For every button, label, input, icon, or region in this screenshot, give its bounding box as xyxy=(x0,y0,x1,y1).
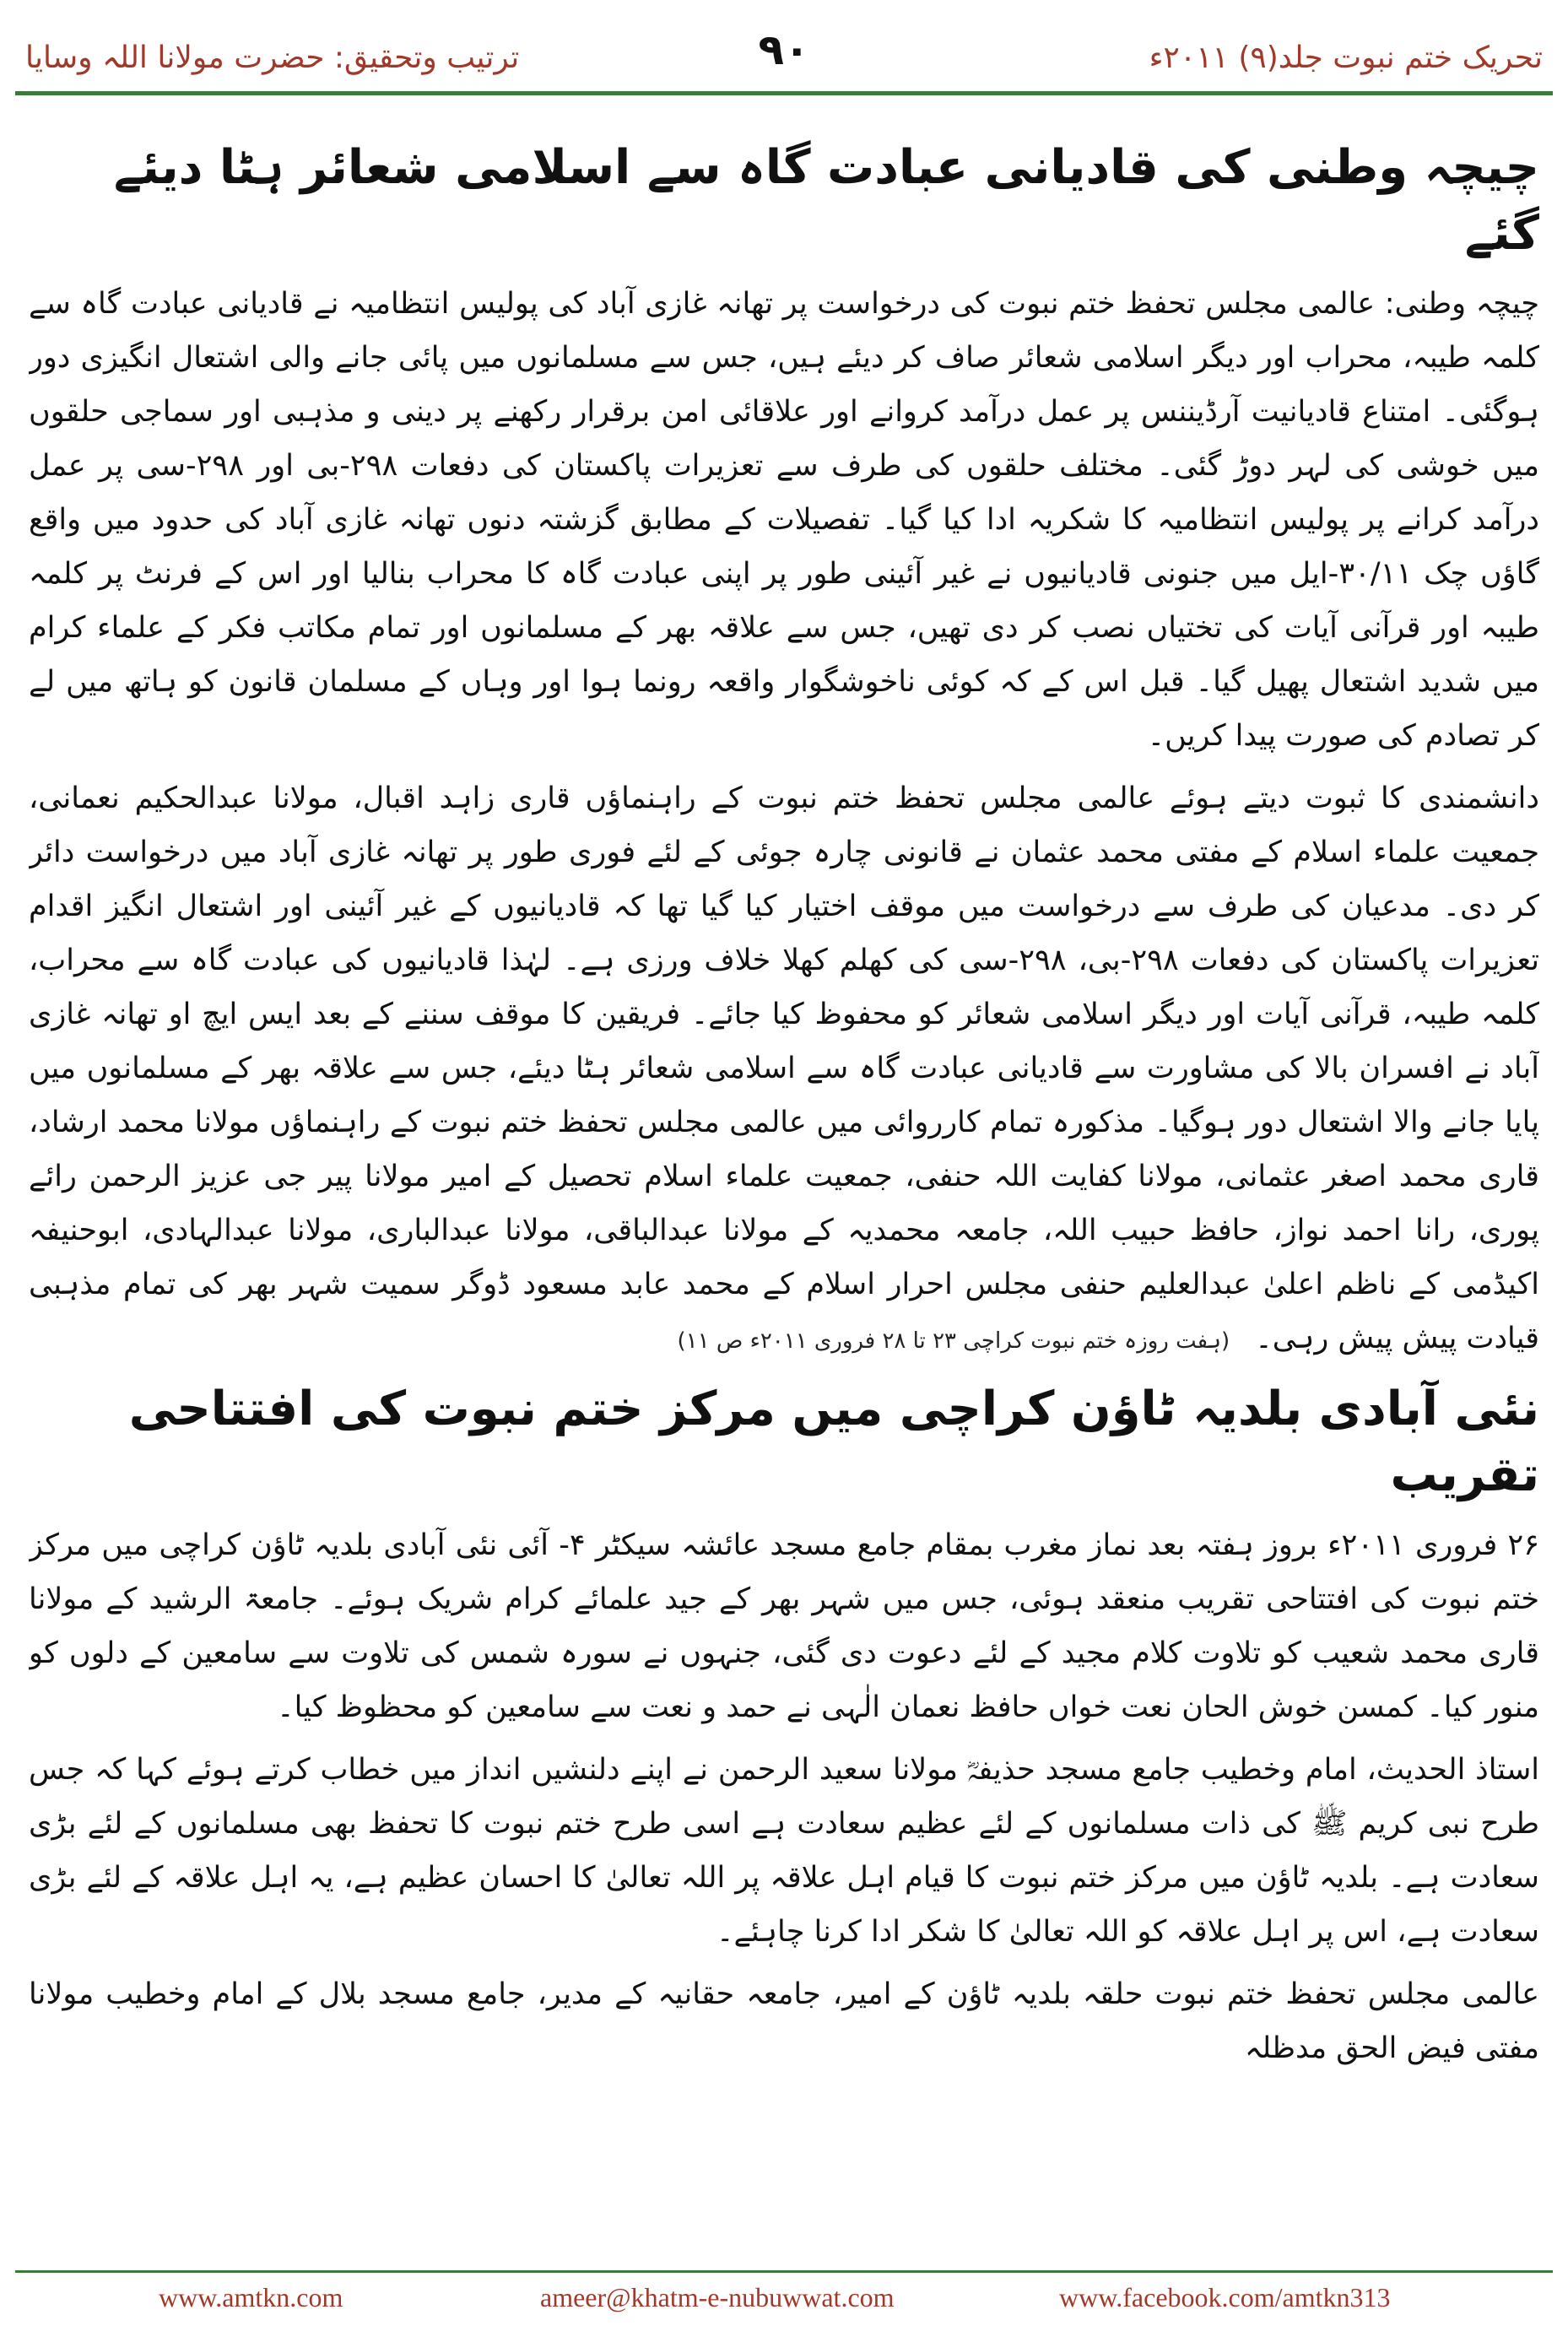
article-2-title: نئی آبادی بلدیہ ٹاؤن کراچی میں مرکز ختم نبوت کی افتتاحی تقریب xyxy=(128,1382,1539,1502)
article-1-paragraph-1: چیچہ وطنی: عالمی مجلس تحفظ ختم نبوت کی درخواست پر تھانہ غازی آباد کی پولیس انتظامیہ نے قادیانی عبادت گاہ سے کلمہ طیبہ، محراب اور دیگر اسلامی شعائر صاف کر دیئے ہیں، جس سے مسلمانوں میں پائی جانے والی اشتعال انگیزی دور ہوگئی۔ امتناع قادیانیت آرڈیننس پر عمل درآمد کروانے اور علاقائی امن برقرار رکھنے پر دینی و مذہبی اور سماجی حلقوں میں خوشی کی لہر دوڑ گئی۔ مختلف حلقوں کی طرف سے تعزیرات پاکستان کی دفعات ۲۹۸-بی اور ۲۹۸-سی پر عمل درآمد کرانے پر پولیس انتظامیہ کا شکریہ ادا کیا گیا۔ تفصیلات کے مطابق گزشتہ دنوں تھانہ غازی آباد کی حدود میں واقع گاؤں چک ۳۰/۱۱-ایل میں جنونی قادیانیوں نے غیر آئینی طور پر اپنی عبادت گاہ کا محراب بنالیا اور اس کے فرنٹ پر کلمہ طیبہ اور قرآنی آیات کی تختیاں نصب کر دی تھیں، جس سے علاقہ بھر کے مسلمانوں اور تمام مکاتب فکر کے علماء کرام میں شدید اشتعال پھیل گیا۔ قبل اس کے کہ کوئی ناخوشگوار واقعہ رونما ہوا اور وہاں کے مسلمان قانون کو ہاتھ میں لے کر تصادم کی صورت پیدا کریں۔ xyxy=(29,287,1539,753)
article-1-paragraph-2 xyxy=(29,771,1539,1368)
email-link[interactable]: ameer@khatm-e-nubuwwat.com xyxy=(540,2282,895,2312)
page-body xyxy=(29,135,1539,2228)
facebook-link[interactable]: www.facebook.com/amtkn313 xyxy=(1059,2282,1391,2312)
website-link[interactable]: www.amtkn.com xyxy=(159,2282,343,2312)
article-2-paragraph-1: ۲۶ فروری ۲۰۱۱ء بروز ہفتہ بعد نماز مغرب بمقام جامع مسجد عائشہ سیکٹر ۴- آئی نئی آبادی بلدیہ ٹاؤن کراچی میں مرکز ختم نبوت کی افتتاحی تقریب منعقد ہوئی، جس میں شہر بھر کے جید علمائے کرام شریک ہوئے۔ جامعۃ الرشید کے مولانا قاری محمد شعیب کو تلاوت کلام مجید کے لئے دعوت دی گئی، جنہوں نے سورہ شمس کی تلاوت سے سامعین کے دلوں کو منور کیا۔ کمسن خوش الحان نعت خواں حافظ نعمان الٰہی نے حمد و نعت سے سامعین کو محظوظ کیا۔ xyxy=(29,1528,1539,1724)
article-1-source: (ہفت روزہ ختم نبوت کراچی ۲۳ تا ۲۸ فروری ۲۰۱۱ء ص ۱۱) xyxy=(677,1328,1230,1354)
page-footer xyxy=(0,2270,1568,2321)
article-2-paragraph-3: عالمی مجلس تحفظ ختم نبوت حلقہ بلدیہ ٹاؤن کے امیر، جامعہ حقانیہ کے مدیر، جامع مسجد بلال کے امام وخطیب مولانا مفتی فیض الحق مدظلہ xyxy=(29,1977,1539,2065)
article-2-paragraph-2: استاذ الحدیث، امام وخطیب جامع مسجد حذیفہؓ مولانا سعید الرحمن نے اپنے دلنشیں انداز میں خطاب کرتے ہوئے کہا کہ جس طرح نبی کریم ﷺ کی ذات مسلمانوں کے لئے عظیم سعادت ہے اسی طرح ختم نبوت کا تحفظ بھی مسلمانوں کے لئے بڑی سعادت ہے۔ بلدیہ ٹاؤن میں مرکز ختم نبوت کا قیام اہل علاقہ پر اللہ تعالیٰ کا احسان عظیم ہے، یہ اہل علاقہ کے لئے بڑی سعادت ہے، اس پر اہل علاقہ کو اللہ تعالیٰ کا شکر ادا کرنا چاہئے۔ xyxy=(29,1753,1539,1949)
header-divider xyxy=(15,91,1553,95)
footer-divider xyxy=(15,2270,1553,2273)
article-1-title: چیچہ وطنی کی قادیانی عبادت گاہ سے اسلامی شعائر ہٹا دیئے گئے xyxy=(113,140,1539,261)
article-1-paragraph-2-text: دانشمندی کا ثبوت دیتے ہوئے عالمی مجلس تحفظ ختم نبوت کے راہنماؤں قاری زاہد اقبال، مولانا عبدالحکیم نعمانی، جمعیت علماء اسلام کے مفتی محمد عثمان نے قانونی چارہ جوئی کے لئے فوری طور پر تھانہ غازی آباد میں درخواست دائر کر دی۔ مدعیان کی طرف سے درخواست میں موقف اختیار کیا گیا تھا کہ قادیانیوں کے غیر آئینی اور اشتعال انگیز اقدام تعزیرات پاکستان کی دفعات ۲۹۸-بی، ۲۹۸-سی کی کھلم کھلا خلاف ورزی ہے۔ لہٰذا قادیانیوں کی عبادت گاہ سے محراب، کلمہ طیبہ، قرآنی آیات اور دیگر اسلامی شعائر کو محفوظ کیا جائے۔ فریقین کا موقف سننے کے بعد ایس ایچ او تھانہ غازی آباد نے افسران بالا کی مشاورت سے قادیانی عبادت گاہ سے اسلامی شعائر ہٹا دیئے، جس سے علاقہ بھر کے مسلمانوں میں پایا جانے والا اشتعال دور ہوگیا۔ مذکورہ تمام کارروائی میں عالمی مجلس تحفظ ختم نبوت کے راہنماؤں مولانا محمد ارشاد، قاری محمد اصغر عثمانی، مولانا کفایت اللہ حنفی، جمعیت علماء اسلام تحصیل کے امیر مولانا پیر جی عزیز الرحمن رائے پوری، رانا احمد نواز، حافظ حبیب اللہ، جامعہ محمدیہ کے مولانا عبدالباقی، مولانا عبدالباری، مولانا عبدالہادی، ابوحنیفہ اکیڈمی کے ناظم اعلیٰ عبدالعلیم حنفی مجلس احرار اسلام کے محمد عابد مسعود ڈوگر سمیت شہر بھر کی تمام مذہبی قیادت پیش پیش رہی۔ xyxy=(29,782,1539,1355)
page-number: ۹۰ xyxy=(758,25,810,74)
header-compiler: ترتیب وتحقیق: حضرت مولانا اللہ وسایا xyxy=(25,41,520,75)
header-book-title: تحریک ختم نبوت جلد(۹) ۲۰۱۱ء xyxy=(1149,41,1543,75)
page-header xyxy=(0,0,1568,101)
